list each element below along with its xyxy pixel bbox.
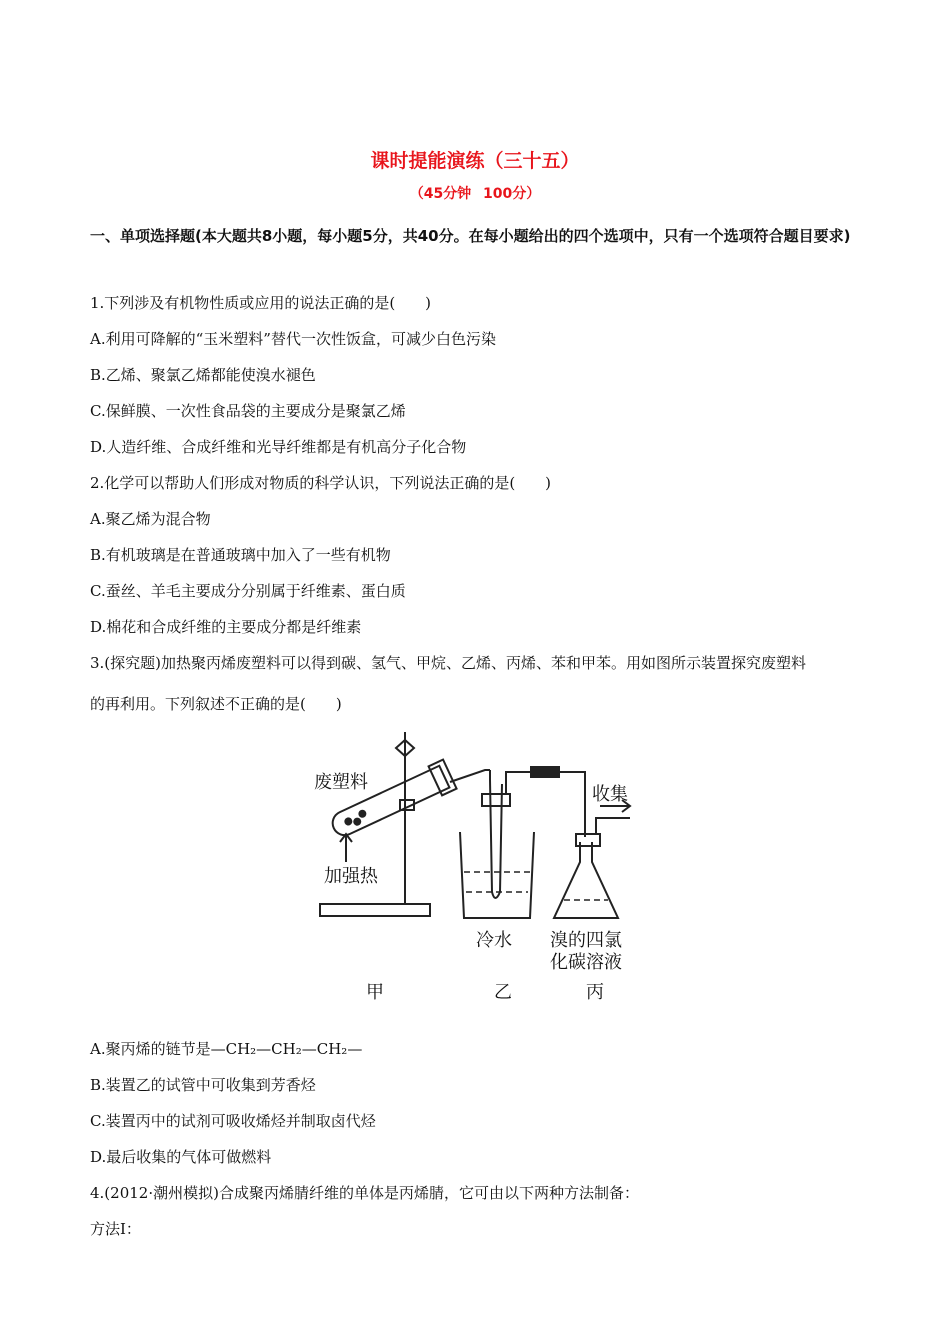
label-waste-plastic: 废塑料 bbox=[314, 772, 368, 793]
rubber-joint bbox=[530, 766, 560, 778]
label-bromine-1: 溴的四氯 bbox=[550, 930, 622, 951]
page-title: 课时提能演练（三十五） bbox=[370, 150, 580, 172]
label-yi: 乙 bbox=[494, 982, 512, 1003]
q3-option-d: D.最后收集的气体可做燃料 bbox=[90, 1148, 272, 1166]
q3-option-a: A.聚丙烯的链节是—CH₂—CH₂—CH₂— bbox=[90, 1040, 363, 1058]
label-collect: 收集 bbox=[592, 784, 628, 805]
label-jia: 甲 bbox=[366, 982, 384, 1003]
q4-stem: 4.(2012·潮州模拟)合成聚丙烯腈纤维的单体是丙烯腈，它可由以下两种方法制备： bbox=[90, 1184, 639, 1202]
outlet-tube bbox=[596, 818, 630, 834]
q2-option-b: B.有机玻璃是在普通玻璃中加入了一些有机物 bbox=[90, 546, 391, 564]
stand-base bbox=[320, 904, 430, 916]
beaker bbox=[460, 832, 534, 918]
q2-option-a: A.聚乙烯为混合物 bbox=[90, 510, 211, 528]
q3-option-b: B.装置乙的试管中可收集到芳香烃 bbox=[90, 1076, 316, 1094]
label-strong-heat: 加强热 bbox=[324, 866, 378, 887]
heat-arrow bbox=[340, 834, 352, 862]
label-bing: 丙 bbox=[586, 982, 604, 1003]
u-tube bbox=[490, 770, 502, 898]
q3-stem-line2: 的再利用。下列叙述不正确的是( ) bbox=[90, 695, 342, 713]
q4-method-1: 方法Ⅰ： bbox=[90, 1220, 141, 1238]
q3-option-c: C.装置丙中的试剂可吸收烯烃并制取卤代烃 bbox=[90, 1112, 376, 1130]
q1-stem: 1.下列涉及有机物性质或应用的说法正确的是( ) bbox=[90, 294, 432, 312]
q1-option-a: A.利用可降解的“玉米塑料”替代一次性饭盒，可减少白色污染 bbox=[90, 330, 496, 348]
conical-flask bbox=[554, 842, 618, 918]
apparatus-figure bbox=[300, 722, 670, 1012]
label-cold-water: 冷水 bbox=[476, 930, 512, 951]
q2-stem: 2.化学可以帮助人们形成对物质的科学认识，下列说法正确的是( ) bbox=[90, 474, 552, 492]
q2-option-c: C.蚕丝、羊毛主要成分分别属于纤维素、蛋白质 bbox=[90, 582, 406, 600]
q2-option-d: D.棉花和合成纤维的主要成分都是纤维素 bbox=[90, 618, 362, 636]
q3-stem-line1: 3.(探究题)加热聚丙烯废塑料可以得到碳、氢气、甲烷、乙烯、丙烯、苯和甲苯。用如图所示装置探究废塑料 bbox=[90, 654, 807, 672]
delivery-tube-1 bbox=[450, 770, 490, 782]
q1-option-d: D.人造纤维、合成纤维和光导纤维都是有机高分子化合物 bbox=[90, 438, 467, 456]
delivery-tube-2 bbox=[506, 772, 585, 837]
page-subtitle: （45分钟 100分） bbox=[409, 186, 541, 202]
q1-option-c: C.保鲜膜、一次性食品袋的主要成分是聚氯乙烯 bbox=[90, 402, 406, 420]
stopper-yi bbox=[482, 794, 510, 806]
section-heading: 一、单项选择题(本大题共8小题，每小题5分，共40分。在每小题给出的四个选项中，只有一个选项符合题目要求) bbox=[90, 227, 851, 245]
q1-option-b: B.乙烯、聚氯乙烯都能使溴水褪色 bbox=[90, 366, 316, 384]
label-bromine-2: 化碳溶液 bbox=[550, 952, 622, 973]
